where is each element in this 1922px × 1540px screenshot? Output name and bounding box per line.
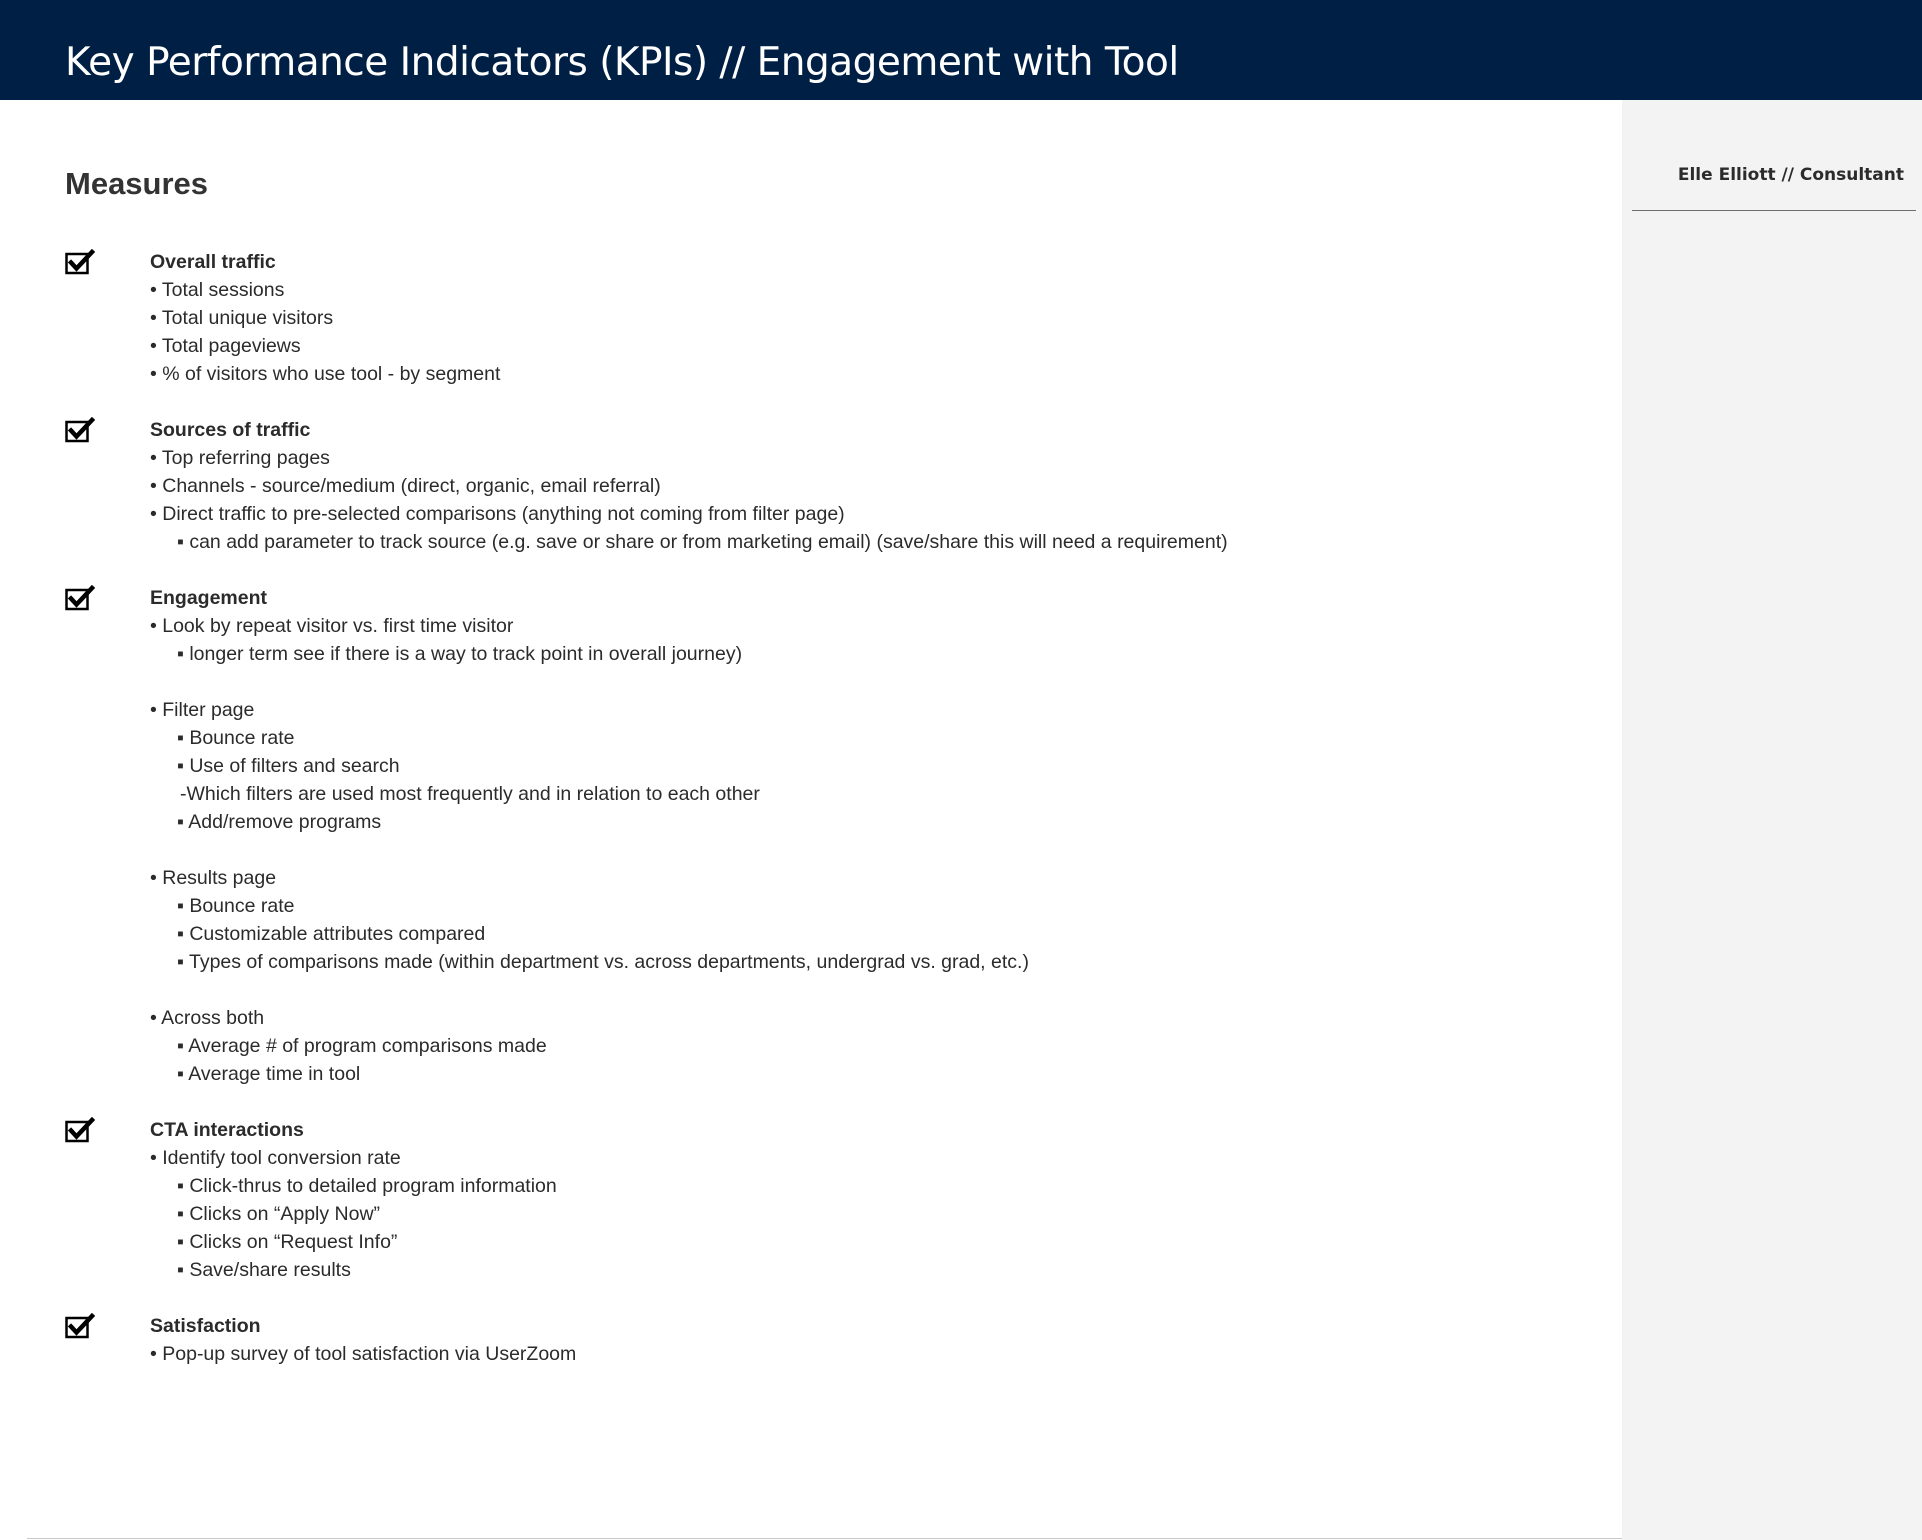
spacer [150, 976, 1565, 1004]
list-item: • Look by repeat visitor vs. first time visitor [150, 615, 514, 637]
sub-list-item: ▪ Bounce rate [177, 727, 295, 749]
section-title: Satisfaction [150, 1315, 261, 1337]
section-title: Engagement [150, 587, 268, 609]
spacer [150, 668, 1565, 696]
sidebar [1622, 100, 1922, 1540]
section-sources-of-traffic [65, 416, 1565, 556]
sub-sub-list-item: -Which filters are used most frequently and in relation to each other [180, 783, 760, 805]
section-engagement [65, 584, 1565, 1088]
section-title: Sources of traffic [150, 419, 311, 441]
sub-list-item: ▪ Save/share results [177, 1259, 351, 1281]
spacer [150, 836, 1565, 864]
list-item: • Identify tool conversion rate [150, 1147, 401, 1169]
list-item: • Total unique visitors [150, 307, 334, 329]
checkbox-checked-icon [65, 417, 95, 443]
section-satisfaction [65, 1312, 1565, 1368]
author-label: Elle Elliott // Consultant [1677, 165, 1904, 185]
list-item: • Results page [150, 867, 277, 889]
sub-list-item: ▪ Types of comparisons made (within department vs. across departments, undergrad vs. grad, etc.) [177, 951, 1029, 973]
checkbox-checked-icon [65, 585, 95, 611]
section-title: Overall traffic [150, 251, 276, 273]
author-divider [1632, 210, 1916, 211]
list-item: • % of visitors who use tool - by segment [150, 363, 501, 385]
sub-list-item: ▪ Clicks on “Request Info” [177, 1231, 398, 1253]
checkbox-checked-icon [65, 1117, 95, 1143]
sub-list-item: ▪ Add/remove programs [177, 811, 382, 833]
header-bar [0, 0, 1922, 100]
sub-list-item: ▪ Use of filters and search [177, 755, 400, 777]
section-overall-traffic [65, 248, 1565, 388]
checkbox-checked-icon [65, 1313, 95, 1339]
sub-list-item: ▪ Average time in tool [177, 1063, 361, 1085]
list-item: • Filter page [150, 699, 255, 721]
checkbox-checked-icon [65, 249, 95, 275]
sub-list-item: ▪ Average # of program comparisons made [177, 1035, 547, 1057]
section-cta-interactions [65, 1116, 1565, 1284]
list-item: • Total sessions [150, 279, 285, 301]
measures-heading: Measures [65, 166, 209, 201]
list-item: • Channels - source/medium (direct, organic, email referral) [150, 475, 661, 497]
sub-list-item: ▪ Click-thrus to detailed program information [177, 1175, 557, 1197]
list-item: • Top referring pages [150, 447, 330, 469]
list-item: • Direct traffic to pre-selected comparisons (anything not coming from filter page) [150, 503, 845, 525]
list-item: • Pop-up survey of tool satisfaction via UserZoom [150, 1343, 577, 1365]
list-item: • Across both [150, 1007, 265, 1029]
list-item: • Total pageviews [150, 335, 301, 357]
page-title: Key Performance Indicators (KPIs) // Engagement with Tool [65, 40, 1179, 85]
sub-list-item: ▪ Bounce rate [177, 895, 295, 917]
sub-list-item: ▪ longer term see if there is a way to track point in overall journey) [177, 643, 743, 665]
sub-list-item: ▪ Clicks on “Apply Now” [177, 1203, 381, 1225]
bottom-divider [27, 1538, 1622, 1539]
section-title: CTA interactions [150, 1119, 304, 1141]
sub-list-item: ▪ can add parameter to track source (e.g. save or share or from marketing email) (save/share this will need a requirement) [177, 531, 1228, 553]
sub-list-item: ▪ Customizable attributes compared [177, 923, 486, 945]
